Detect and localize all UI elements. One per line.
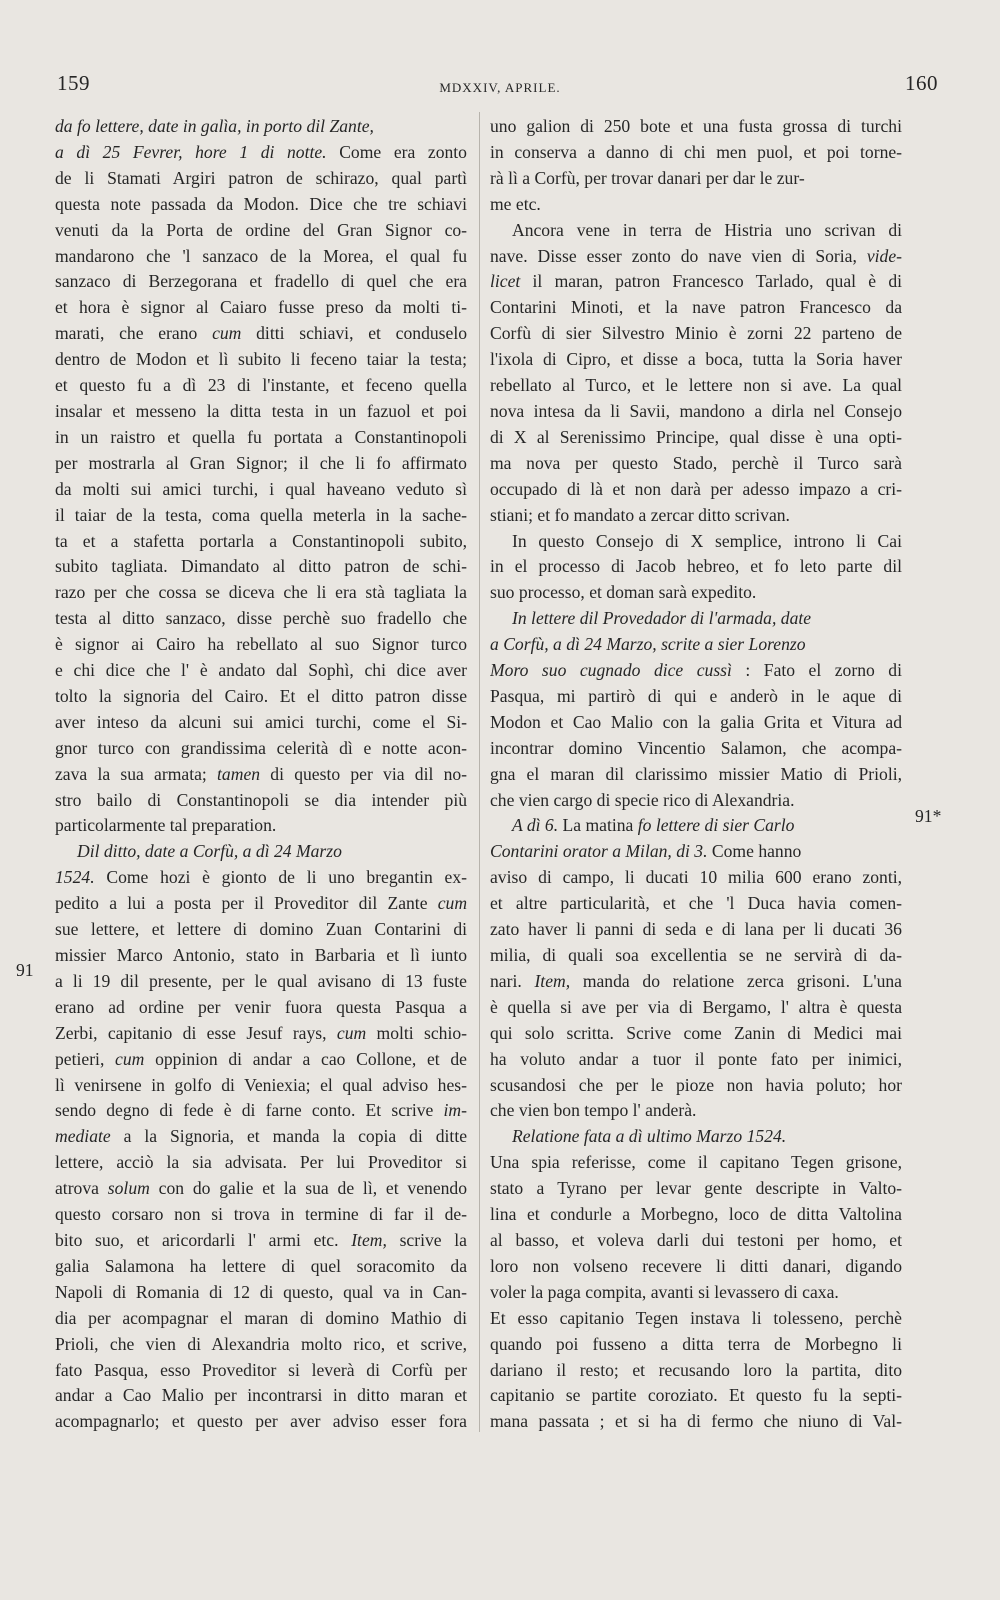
text-line [55,1409,467,1435]
body-text: zato haver li panni di seda e di lana per li ducati 36 [490,919,902,940]
text-line [55,995,467,1021]
text-line [55,554,467,580]
body-text: galia Salamona ha lettere di quel soracomito da [55,1255,467,1276]
text-line [490,269,902,295]
text-line [490,943,902,969]
page-number-left: 159 [57,71,90,95]
text-line [55,1228,467,1254]
body-text: Modon et Cao Malio con la galia Grita et Vitura ad [490,711,902,732]
text-line [490,917,902,943]
text-line [490,244,902,270]
body-text: Come hanno [707,841,802,862]
body-text: scusandosi che per le pioze non havia poluto; hor [490,1074,902,1095]
body-text: scrive la [386,1229,467,1250]
body-text: Come era zonto [326,141,467,162]
text-line [55,114,467,140]
body-text: petieri, [55,1048,116,1069]
body-text: Pasqua, mi partirò di qui e anderò in le aque di [490,685,902,706]
body-text: ditti schiavi, et conduselo [241,323,467,344]
body-text: da molti sui amici turchi, i qual haveano veduto sì [55,478,467,499]
text-line [490,166,902,192]
italic-text: cum [336,1022,367,1043]
body-text: zava la sua armata; [55,763,218,784]
body-text: in conserva a danno di chi men puol, et poi torne- [490,141,902,162]
column-divider [479,112,480,1432]
text-line [55,1124,467,1150]
text-line [490,839,902,865]
text-line [490,1124,902,1150]
text-line [55,865,467,891]
italic-text: im- [443,1100,467,1121]
body-text: fato Pasqua, esso Proveditor si leverà di Corfù per [55,1359,467,1380]
italic-text: mediate [55,1126,111,1147]
body-text: insalar et messeno la ditta testa in un fazuol et poi [55,400,467,421]
body-text: mana passata ; et si ha di fermo che niuno di Val- [490,1411,902,1432]
italic-text: 1524. [55,867,95,888]
body-text: in el processo di Jacob hebreo, et fo leto parte dil [490,556,902,577]
body-text: nari. [490,970,535,991]
text-line [490,1047,902,1073]
body-text: et altre particularità, et che 'l Duca havia comen- [490,893,902,914]
running-title: MDXXIV, APRILE. [439,80,561,95]
body-text: gna el maran dil clarissimo missier Matio di Prioli, [490,763,902,784]
body-text: ma nova per questo Stado, perchè il Turco sarà [490,452,902,473]
italic-text: Moro suo cugnado dice cussì [490,660,732,681]
body-text: a li 19 dil presente, per le qual avisano di 13 fuste [55,970,467,991]
body-text: de li Stamati Argiri patron de schirazo, qual partì [55,167,467,188]
right-column-text [490,114,902,1435]
text-line [490,1176,902,1202]
body-text: l'ixola di Cipro, et disse a boca, tutta la Soria haver [490,349,902,370]
text-line [490,684,902,710]
italic-text: A dì 6. [512,815,559,836]
body-text: In questo Consejo di X semplice, introno li Cai [512,530,902,551]
text-line [55,969,467,995]
body-text: Ancora vene in terra de Histria uno scrivan di [512,219,902,240]
text-line [55,399,467,425]
body-text: et questo fu a dì 23 di l'instante, et feceno quella [55,375,467,396]
body-text: : Fato el zorno di [731,660,902,681]
text-line [490,373,902,399]
text-line [490,477,902,503]
text-line [55,839,467,865]
italic-text: a Corfù, a dì 24 Marzo, scrite a sier Lorenzo [490,634,806,655]
text-line [55,373,467,399]
italic-text: solum [107,1178,150,1199]
body-text: Napoli di Romania di 12 di questo, qual va in Can- [55,1281,467,1302]
text-line [55,269,467,295]
italic-text: fo lettere di sier Carlo [637,815,795,836]
text-line [55,244,467,270]
text-line [490,1409,902,1435]
body-text: nave. Disse esser zonto do nave vien di Soria, [490,245,867,266]
text-line [55,529,467,555]
text-line [490,580,902,606]
text-line [55,166,467,192]
italic-text: da fo lettere, date in galìa, in porto dil Zante, [55,116,374,136]
body-text: dia per acompagnar el maran di domino Mathio di [55,1307,467,1328]
text-line [55,788,467,814]
body-text: questa note passada da Modon. Dice che tre schiavi [55,193,467,214]
text-line [490,1280,902,1306]
body-text: occupado di là et non darà per adesso impazo a cri- [490,478,902,499]
text-line [55,943,467,969]
italic-text: cum [212,323,242,344]
text-line [490,554,902,580]
body-text: il taiar de la testa, coma quella meterla in la sache- [55,504,467,525]
text-line [55,451,467,477]
body-text: Et esso capitanio Tegen instava li tolesseno, perchè [490,1307,902,1328]
text-line [55,1383,467,1409]
text-line [55,917,467,943]
body-text: aver inteso da alcuni sui amici turchi, come el Si- [55,711,467,732]
body-text: è signor ai Cairo ha rebellato al suo Signor turco [55,634,467,655]
body-text: stiani; et fo mandato a zercar ditto scrivan. [490,504,790,525]
body-text: Prioli, che vien di Alexandria molto rico, et scrive, [55,1333,467,1354]
text-line [490,865,902,891]
text-line [490,1202,902,1228]
text-line [490,399,902,425]
italic-text: a dì 25 Fevrer, hore 1 di notte. [55,141,327,162]
body-text: che vien cargo di specie rico di Alexandria. [490,789,795,810]
body-text: sanzaco di Berzegorana et fradello di quel che era [55,271,467,292]
body-text: questo corsaro non si trova in termine di far il de- [55,1204,467,1225]
body-text: a la Signoria, et manda la copia di ditte [110,1126,467,1147]
body-text: di questo per via dil no- [260,763,467,784]
text-line [55,1254,467,1280]
text-line [490,140,902,166]
body-text: Una spia referisse, come il capitano Tegen grisone, [490,1152,902,1173]
body-text: Corfù di sier Silvestro Minio è zorni 22 parteno de [490,323,902,344]
italic-text: Relatione fata a dì ultimo Marzo 1524. [512,1126,787,1147]
body-text: suo processo, et doman sarà expedito. [490,582,757,603]
body-text: ha voluto andar a tuor il ponte fato per inimici, [490,1048,902,1069]
italic-text: licet [490,271,521,292]
text-line [490,969,902,995]
body-text: capitanio se partite coroziato. Et questo fu la septi- [490,1385,902,1406]
body-text: stro bailo di Constantinopoli se dia intender più [55,789,467,810]
text-line [55,1202,467,1228]
text-line [55,1098,467,1124]
body-text: il maran, patron Francesco Tarlado, qual è di [520,271,902,292]
text-line [55,425,467,451]
left-column-text [55,114,467,1435]
text-line [490,295,902,321]
text-line [55,710,467,736]
text-line [490,606,902,632]
body-text: per mostrarla al Gran Signor; il che li fo affirmato [55,452,467,473]
body-text: dentro de Modon et lì subito li feceno taiar la testa; [55,349,467,370]
text-line [490,1021,902,1047]
body-text: di X al Serenissimo Principe, qual disse è una opti- [490,426,902,447]
text-line [490,813,902,839]
text-line [490,321,902,347]
text-line [55,218,467,244]
text-line [490,114,902,140]
margin-note-left: 91 [16,960,34,980]
body-text: acompagnarlo; et questo per aver adviso esser fora [55,1411,467,1432]
body-text: Come hozi è gionto de li uno bregantin ex- [94,867,467,888]
body-text: lì venirsene in golfo di Veniexia; el qual adviso hes- [55,1074,467,1095]
text-line [490,1358,902,1384]
text-line [490,1228,902,1254]
body-text: Zerbi, capitanio di esse Jesuf rays, [55,1022,337,1043]
text-line [55,762,467,788]
text-line [490,1150,902,1176]
text-line [55,192,467,218]
text-line [490,736,902,762]
body-text: La matina [558,815,638,836]
body-text: particolarmente tal preparation. [55,815,277,836]
body-text: loro non volseno recevere li ditti danari, digando [490,1255,902,1276]
text-line [55,1176,467,1202]
body-text: al basso, et voleva darli dui testoni per homo, et [490,1229,902,1250]
body-text: qui solo scritta. Scrive come Zanin di Medici mai [490,1022,902,1043]
text-line [55,736,467,762]
italic-text: Item, [534,970,571,991]
page-number-right: 160 [905,71,938,95]
body-text: uno galion di 250 bote et una fusta grossa di turchi [490,116,902,136]
body-text: nova intesa da li Savii, mandono a dirla nel Consejo [490,400,902,421]
text-line [490,632,902,658]
body-text: gnor turco con grandissima celerità dì e notte acon- [55,737,467,758]
text-line [490,347,902,373]
body-text: incontrar domino Vincentio Salamon, che acompa- [490,737,902,758]
text-line [490,891,902,917]
body-text: sendo degno di fede è di farne conto. Et scrive [55,1100,444,1121]
text-line [490,425,902,451]
italic-text: In lettere dil Provedador di l'armada, date [512,608,812,629]
text-line [55,1073,467,1099]
text-line [55,477,467,503]
text-line [55,140,467,166]
body-text: atrova [55,1178,108,1199]
italic-text: cum [115,1048,145,1069]
italic-text: vide- [866,245,902,266]
body-text: subito tagliata. Dimandato al ditto patron de schi- [55,556,467,577]
italic-text: Dil ditto, date a Corfù, a dì 24 Marzo [77,841,342,862]
text-line [490,710,902,736]
text-line [55,295,467,321]
body-text: lina et condurle a Morbegno, loco de ditta Valtolina [490,1204,902,1225]
italic-text: tamen [217,763,261,784]
text-line [490,529,902,555]
text-line [55,658,467,684]
body-text: molti schio- [366,1022,467,1043]
text-line [490,1383,902,1409]
body-text: milia, di quali soa excellentia se ne servirà di da- [490,945,902,965]
text-line [490,192,902,218]
body-text: lettere, acciò la sia advisata. Per lui Proveditor si [55,1152,467,1173]
text-line [490,788,902,814]
body-text: razo per che cossa se diceva che li era stà tagliata la [55,582,467,603]
body-text: rà lì a Corfù, per trovar danari per dar le zur- [490,167,805,188]
body-text: oppinion di andar a cao Collone, et de [144,1048,467,1069]
body-text: in un raistro et quella fu portata a Constantinopoli [55,426,467,447]
text-line [490,1306,902,1332]
text-line [55,1332,467,1358]
text-line [490,1332,902,1358]
body-text: ta et a stafetta portarla a Constantinopoli subito, [55,530,467,551]
body-text: tolto la signoria del Cairo. Et el ditto patron disse [55,685,467,706]
text-line [490,451,902,477]
text-line [55,1021,467,1047]
body-text: quando poi fusseno a ditta terra de Morbegno li [490,1333,902,1354]
text-line [490,995,902,1021]
text-line [55,1358,467,1384]
text-line [490,503,902,529]
text-line [55,1306,467,1332]
body-text: dariano il resto; et recusando loro la partita, dito [490,1359,902,1380]
text-line [55,606,467,632]
italic-text: cum [437,893,467,914]
text-line [55,347,467,373]
body-text: me etc. [490,193,541,214]
body-text: e chi dice che l' è andato dal Sophì, chi dice aver [55,660,467,681]
body-text: pedito a lui a posta per il Proveditor dil Zante [55,893,438,914]
body-text: marati, che erano [55,323,213,344]
body-text: voler la paga compita, avanti si levassero di caxa. [490,1281,839,1302]
body-text: rebellato al Turco, et le lettere non si ave. La qual [490,375,902,396]
body-text: è quella si ave per via di Bergamo, l' altra è questa [490,996,902,1017]
body-text: sue lettere, et lettere di domino Zuan Contarini di [55,919,467,940]
body-text: andar a Cao Malio per incontrarsi in ditto maran et [55,1385,467,1406]
body-text: Contarini Minoti, et la nave patron Francesco da [490,297,902,318]
body-text: stato a Tyrano per levar gente descripte in Valto- [490,1178,902,1199]
text-line [490,1254,902,1280]
body-text: erano ad ordine per venir fuora questa Pasqua a [55,996,467,1017]
text-line [55,1280,467,1306]
italic-text: Item, [351,1229,387,1250]
body-text: mandarono che 'l sanzaco de la Morea, el qual fu [55,245,467,266]
text-line [55,1047,467,1073]
text-line [55,632,467,658]
text-line [490,658,902,684]
text-line [55,684,467,710]
body-text: bito suo, et aricordarli l' armi etc. [55,1229,352,1250]
body-text: et hora è signor al Caiaro fusse preso da molti ti- [55,297,467,318]
body-text: venuti da la Porta de ordine del Gran Signor co- [55,219,467,240]
text-line [490,1098,902,1124]
body-text: con do galie et la sua de lì, et venendo [149,1178,467,1199]
body-text: che vien bon tempo l' anderà. [490,1100,697,1121]
text-line [55,1150,467,1176]
body-text: manda do relatione zerca grisoni. L'una [570,970,902,991]
body-text: aviso di campo, li ducati 10 milia 600 erano zonti, [490,867,902,888]
text-line [55,321,467,347]
text-line [490,1073,902,1099]
text-line [490,218,902,244]
text-line [55,813,467,839]
text-line [55,503,467,529]
text-line [490,762,902,788]
italic-text: Contarini orator a Milan, di 3. [490,841,708,862]
text-line [55,891,467,917]
body-text: testa al ditto sanzaco, disse perchè suo fradello che [55,608,467,629]
body-text: missier Marco Antonio, stato in Barbaria et lì iunto [55,945,467,965]
margin-note-right: 91* [915,806,942,826]
text-line [55,580,467,606]
